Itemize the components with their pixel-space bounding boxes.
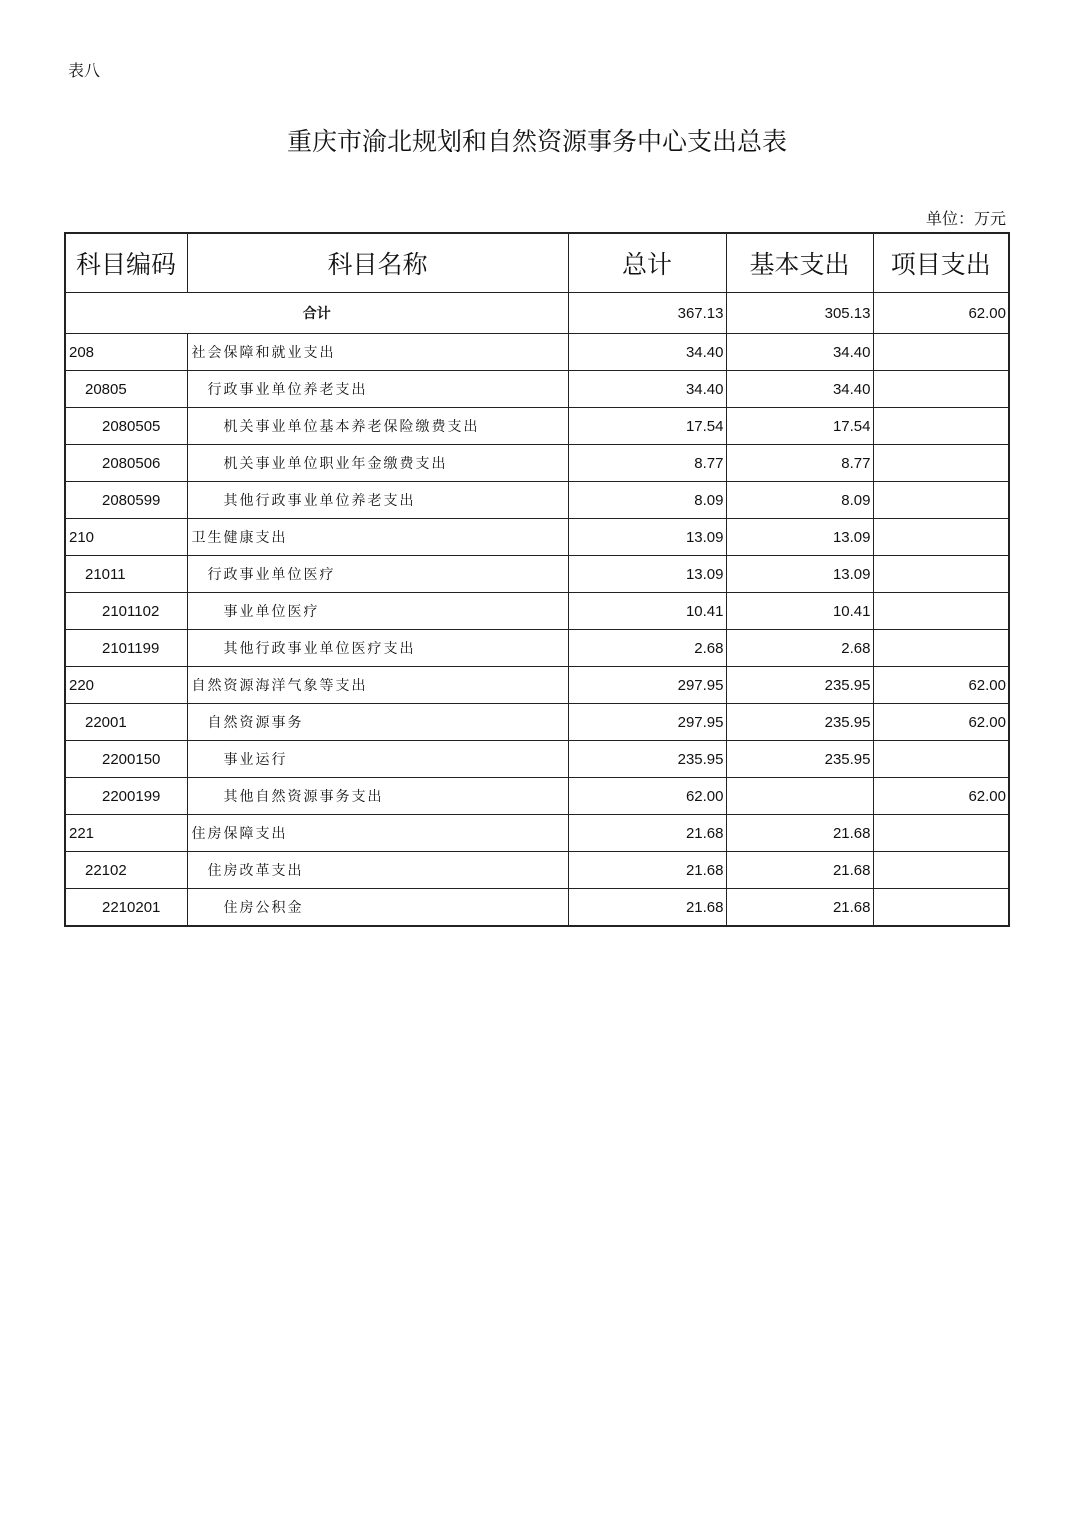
row-project bbox=[873, 408, 1009, 445]
table-row bbox=[65, 741, 1009, 778]
row-basic: 13.09 bbox=[726, 556, 873, 593]
unit-label: 单位：万元 bbox=[925, 209, 1006, 228]
row-code: 221 bbox=[65, 815, 187, 852]
row-total: 13.09 bbox=[568, 556, 726, 593]
row-name: 社会保障和就业支出 bbox=[187, 334, 568, 371]
row-total: 21.68 bbox=[568, 852, 726, 889]
row-project bbox=[873, 889, 1009, 927]
row-basic: 235.95 bbox=[726, 741, 873, 778]
total-project: 62.00 bbox=[873, 293, 1009, 334]
row-code: 210 bbox=[65, 519, 187, 556]
total-row bbox=[65, 293, 1009, 334]
row-project bbox=[873, 445, 1009, 482]
row-total: 235.95 bbox=[568, 741, 726, 778]
row-project bbox=[873, 593, 1009, 630]
row-project: 62.00 bbox=[873, 778, 1009, 815]
row-code: 20805 bbox=[65, 371, 187, 408]
row-name: 住房改革支出 bbox=[187, 852, 568, 889]
row-basic: 21.68 bbox=[726, 815, 873, 852]
row-basic: 8.77 bbox=[726, 445, 873, 482]
row-project: 62.00 bbox=[873, 667, 1009, 704]
row-code: 220 bbox=[65, 667, 187, 704]
table-row bbox=[65, 667, 1009, 704]
row-total: 2.68 bbox=[568, 630, 726, 667]
header-row bbox=[65, 233, 1009, 293]
header-name: 科目名称 bbox=[187, 233, 568, 293]
row-total: 8.09 bbox=[568, 482, 726, 519]
table-label: 表八 bbox=[68, 61, 101, 80]
row-project: 62.00 bbox=[873, 704, 1009, 741]
row-name: 卫生健康支出 bbox=[187, 519, 568, 556]
table-row bbox=[65, 593, 1009, 630]
table-row bbox=[65, 371, 1009, 408]
table-row bbox=[65, 815, 1009, 852]
row-basic: 10.41 bbox=[726, 593, 873, 630]
row-code: 2080505 bbox=[65, 408, 187, 445]
row-code: 22102 bbox=[65, 852, 187, 889]
row-basic: 17.54 bbox=[726, 408, 873, 445]
row-total: 10.41 bbox=[568, 593, 726, 630]
total-total: 367.13 bbox=[568, 293, 726, 334]
table-row bbox=[65, 519, 1009, 556]
row-name: 其他行政事业单位医疗支出 bbox=[187, 630, 568, 667]
total-basic: 305.13 bbox=[726, 293, 873, 334]
row-basic: 235.95 bbox=[726, 704, 873, 741]
table-row bbox=[65, 852, 1009, 889]
row-total: 21.68 bbox=[568, 815, 726, 852]
row-name: 住房保障支出 bbox=[187, 815, 568, 852]
table-row bbox=[65, 704, 1009, 741]
row-name: 机关事业单位基本养老保险缴费支出 bbox=[187, 408, 568, 445]
row-total: 34.40 bbox=[568, 371, 726, 408]
row-name: 自然资源事务 bbox=[187, 704, 568, 741]
row-project bbox=[873, 630, 1009, 667]
row-name: 其他自然资源事务支出 bbox=[187, 778, 568, 815]
table-row bbox=[65, 630, 1009, 667]
table-row bbox=[65, 778, 1009, 815]
expenditure-table bbox=[64, 232, 1010, 927]
total-label: 合计 bbox=[65, 293, 568, 334]
table-row bbox=[65, 482, 1009, 519]
table-row bbox=[65, 408, 1009, 445]
header-project: 项目支出 bbox=[873, 233, 1009, 293]
header-code: 科目编码 bbox=[65, 233, 187, 293]
row-code: 2101199 bbox=[65, 630, 187, 667]
row-total: 297.95 bbox=[568, 667, 726, 704]
row-project bbox=[873, 741, 1009, 778]
row-project bbox=[873, 334, 1009, 371]
header-basic: 基本支出 bbox=[726, 233, 873, 293]
row-code: 2200150 bbox=[65, 741, 187, 778]
row-total: 21.68 bbox=[568, 889, 726, 927]
row-basic: 2.68 bbox=[726, 630, 873, 667]
row-code: 2200199 bbox=[65, 778, 187, 815]
row-total: 62.00 bbox=[568, 778, 726, 815]
row-code: 22001 bbox=[65, 704, 187, 741]
row-name: 行政事业单位医疗 bbox=[187, 556, 568, 593]
row-total: 34.40 bbox=[568, 334, 726, 371]
table-row bbox=[65, 334, 1009, 371]
row-name: 自然资源海洋气象等支出 bbox=[187, 667, 568, 704]
table-row bbox=[65, 556, 1009, 593]
row-basic: 34.40 bbox=[726, 334, 873, 371]
row-basic: 21.68 bbox=[726, 852, 873, 889]
row-project bbox=[873, 852, 1009, 889]
row-basic: 13.09 bbox=[726, 519, 873, 556]
row-basic: 34.40 bbox=[726, 371, 873, 408]
row-code: 208 bbox=[65, 334, 187, 371]
row-name: 住房公积金 bbox=[187, 889, 568, 927]
row-code: 2080599 bbox=[65, 482, 187, 519]
row-project bbox=[873, 482, 1009, 519]
row-name: 事业单位医疗 bbox=[187, 593, 568, 630]
row-total: 297.95 bbox=[568, 704, 726, 741]
row-code: 21011 bbox=[65, 556, 187, 593]
row-basic: 8.09 bbox=[726, 482, 873, 519]
row-name: 其他行政事业单位养老支出 bbox=[187, 482, 568, 519]
row-name: 行政事业单位养老支出 bbox=[187, 371, 568, 408]
row-code: 2101102 bbox=[65, 593, 187, 630]
row-name: 事业运行 bbox=[187, 741, 568, 778]
row-project bbox=[873, 371, 1009, 408]
row-basic: 21.68 bbox=[726, 889, 873, 927]
row-project bbox=[873, 519, 1009, 556]
header-total: 总计 bbox=[568, 233, 726, 293]
row-name: 机关事业单位职业年金缴费支出 bbox=[187, 445, 568, 482]
row-basic: 235.95 bbox=[726, 667, 873, 704]
row-basic bbox=[726, 778, 873, 815]
row-code: 2210201 bbox=[65, 889, 187, 927]
row-code: 2080506 bbox=[65, 445, 187, 482]
table-row bbox=[65, 889, 1009, 927]
row-total: 8.77 bbox=[568, 445, 726, 482]
row-project bbox=[873, 556, 1009, 593]
row-total: 17.54 bbox=[568, 408, 726, 445]
row-project bbox=[873, 815, 1009, 852]
table-row bbox=[65, 445, 1009, 482]
row-total: 13.09 bbox=[568, 519, 726, 556]
page-title: 重庆市渝北规划和自然资源事务中心支出总表 bbox=[286, 127, 787, 156]
